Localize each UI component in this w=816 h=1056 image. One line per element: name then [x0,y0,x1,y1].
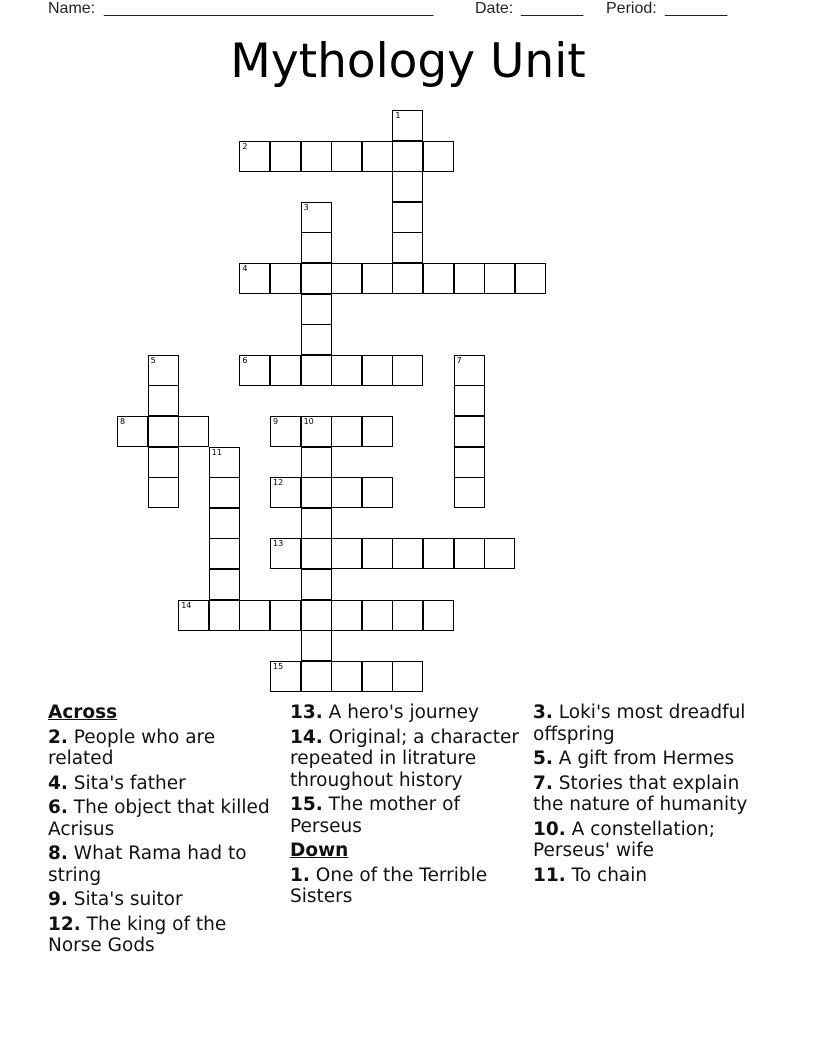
crossword-cell[interactable] [301,661,332,692]
clue-text: Loki's most dreadful offspring [533,702,746,745]
crossword-cell[interactable] [209,447,240,478]
clue-across-12 [48,914,278,957]
clue-number: 3. [533,702,553,723]
crossword-cell[interactable] [362,538,393,569]
clue-across-13 [290,702,522,724]
crossword-cell[interactable] [331,263,362,294]
page-title: Mythology Unit [230,34,586,89]
clue-text: A constellation; Perseus' wife [533,818,715,861]
crossword-cell[interactable] [178,600,209,631]
clue-text: People who are related [48,726,216,769]
crossword-cell[interactable] [148,447,179,478]
clue-down-10 [533,819,758,862]
crossword-cell[interactable] [301,294,332,325]
crossword-cell[interactable] [270,661,301,692]
crossword-cell[interactable] [331,416,362,447]
clue-across-2 [48,727,278,770]
clue-number: 6. [48,797,68,818]
clue-number: 9. [48,889,68,910]
crossword-cell[interactable] [392,110,423,141]
crossword-cell[interactable] [270,263,301,294]
clue-start-number: 11 [211,447,222,457]
clue-across-15 [290,794,522,837]
crossword-cell[interactable] [331,600,362,631]
crossword-cell[interactable] [392,141,423,172]
crossword-cell[interactable] [392,232,423,263]
clue-text: The king of the Norse Gods [48,913,227,956]
crossword-cell[interactable] [270,141,301,172]
crossword-cell[interactable] [148,477,179,508]
date-label: Date: [475,0,514,17]
clue-start-number: 10 [303,417,314,426]
clue-number: 14. [290,726,323,748]
crossword-cell[interactable] [392,661,423,692]
crossword-cell[interactable] [423,538,454,569]
clue-text: Sita's suitor [73,889,183,910]
clue-number: 15. [290,794,323,815]
crossword-cell[interactable] [301,508,332,539]
clue-across-4 [48,773,278,795]
clue-start-number: 13 [273,539,284,549]
crossword-cell[interactable] [301,600,332,631]
clue-text: One of the Terrible Sisters [290,864,488,907]
crossword-cell[interactable] [148,355,179,386]
clue-down-5 [533,748,758,770]
crossword-cell[interactable] [209,538,240,569]
crossword-cell[interactable] [362,355,393,386]
clue-text: The mother of Perseus [290,794,460,837]
clue-number: 8. [48,843,68,864]
crossword-cell[interactable] [392,538,423,569]
crossword-cell[interactable] [301,355,332,386]
clue-number: 5. [533,748,553,769]
crossword-cell[interactable] [454,263,485,294]
crossword-cell[interactable] [270,477,301,508]
crossword-cell[interactable] [392,600,423,631]
crossword-cell[interactable] [239,141,270,172]
crossword-cell[interactable] [239,263,270,294]
clue-text: A hero's journey [328,702,479,723]
crossword-cell[interactable] [454,477,485,508]
crossword-cell[interactable] [270,355,301,386]
crossword-cell[interactable] [392,263,423,294]
clue-column-1 [48,702,278,960]
crossword-cell[interactable] [454,447,485,478]
crossword-cell[interactable] [362,600,393,631]
clue-down-1 [290,865,522,908]
clue-number: 11. [533,864,566,886]
period-field-line[interactable]: _______ [665,0,728,17]
clue-start-number: 6 [242,355,248,365]
crossword-cell[interactable] [209,477,240,508]
clue-number: 12. [48,913,81,935]
name-label: Name: [48,0,96,17]
clue-start-number: 12 [273,478,284,488]
crossword-cell[interactable] [301,538,332,569]
crossword-cell[interactable] [515,263,546,294]
crossword-cell[interactable] [117,416,148,447]
clue-text: A gift from Hermes [558,748,735,769]
clue-across-6 [48,797,278,840]
crossword-cell[interactable] [209,600,240,631]
crossword-cell[interactable] [239,355,270,386]
clue-column-2 [290,702,522,911]
clue-start-number: 1 [395,111,401,120]
crossword-cell[interactable] [148,416,179,447]
crossword-cell[interactable] [392,202,423,233]
crossword-cell[interactable] [301,569,332,600]
crossword-cell[interactable] [423,141,454,172]
clue-start-number: 5 [150,355,156,365]
clue-number: 7. [533,772,553,794]
crossword-cell[interactable] [362,141,393,172]
clue-text: Sita's father [73,772,186,794]
crossword-cell[interactable] [148,385,179,416]
crossword-cell[interactable] [301,416,332,447]
clue-text: Original; a character repeated in litrature throughout history [290,726,519,791]
crossword-cell[interactable] [270,538,301,569]
crossword-cell[interactable] [331,477,362,508]
clue-down-3 [533,702,758,745]
clue-down-11 [533,865,758,887]
crossword-cell[interactable] [362,416,393,447]
crossword-cell[interactable] [178,416,209,447]
clue-column-3 [533,702,758,889]
crossword-cell[interactable] [331,661,362,692]
crossword-cell[interactable] [301,324,332,355]
clue-across-9 [48,889,278,911]
crossword-cell[interactable] [209,508,240,539]
down-heading: Down [290,840,349,861]
crossword-cell[interactable] [331,141,362,172]
across-heading: Across [48,702,118,723]
clue-text: To chain [571,864,648,886]
crossword-cell[interactable] [362,661,393,692]
clue-start-number: 2 [242,141,248,151]
crossword-cell[interactable] [392,171,423,202]
crossword-cell[interactable] [423,600,454,631]
clue-text: Stories that explain the nature of humanity [533,772,748,815]
clue-start-number: 7 [456,355,462,365]
crossword-cell[interactable] [301,202,332,233]
clue-across-8 [48,843,278,886]
clue-number: 1. [290,864,310,886]
name-field-line[interactable]: _____________________________________ [104,0,434,17]
crossword-cell[interactable] [301,630,332,661]
crossword-cell[interactable] [484,538,515,569]
crossword-cell[interactable] [239,600,270,631]
crossword-cell[interactable] [331,355,362,386]
clue-start-number: 4 [242,264,248,273]
crossword-cell[interactable] [301,447,332,478]
clue-start-number: 14 [181,600,192,610]
period-label: Period: [606,0,657,17]
crossword-cell[interactable] [454,385,485,416]
clue-start-number: 9 [273,417,279,426]
clue-number: 10. [533,818,566,840]
date-field-line[interactable]: _______ [521,0,584,17]
crossword-cell[interactable] [392,355,423,386]
crossword-cell[interactable] [331,538,362,569]
crossword-cell[interactable] [270,600,301,631]
clue-text: What Rama had to string [48,843,247,886]
crossword-cell[interactable] [484,263,515,294]
crossword-cell[interactable] [454,538,485,569]
crossword-cell[interactable] [301,477,332,508]
clue-text: The object that killed Acrisus [48,797,270,840]
crossword-cell[interactable] [423,263,454,294]
crossword-cell[interactable] [301,263,332,294]
crossword-cell[interactable] [301,232,332,263]
clue-start-number: 3 [303,202,309,212]
crossword-cell[interactable] [209,569,240,600]
clue-number: 2. [48,726,68,748]
crossword-cell[interactable] [454,355,485,386]
crossword-cell[interactable] [301,141,332,172]
clue-start-number: 15 [273,661,284,671]
clue-number: 4. [48,772,68,794]
crossword-cell[interactable] [454,416,485,447]
crossword-cell[interactable] [362,263,393,294]
clue-across-14 [290,727,522,792]
crossword-cell[interactable] [362,477,393,508]
clue-number: 13. [290,702,323,723]
clue-down-7 [533,773,758,816]
crossword-cell[interactable] [270,416,301,447]
clue-start-number: 8 [120,417,126,426]
